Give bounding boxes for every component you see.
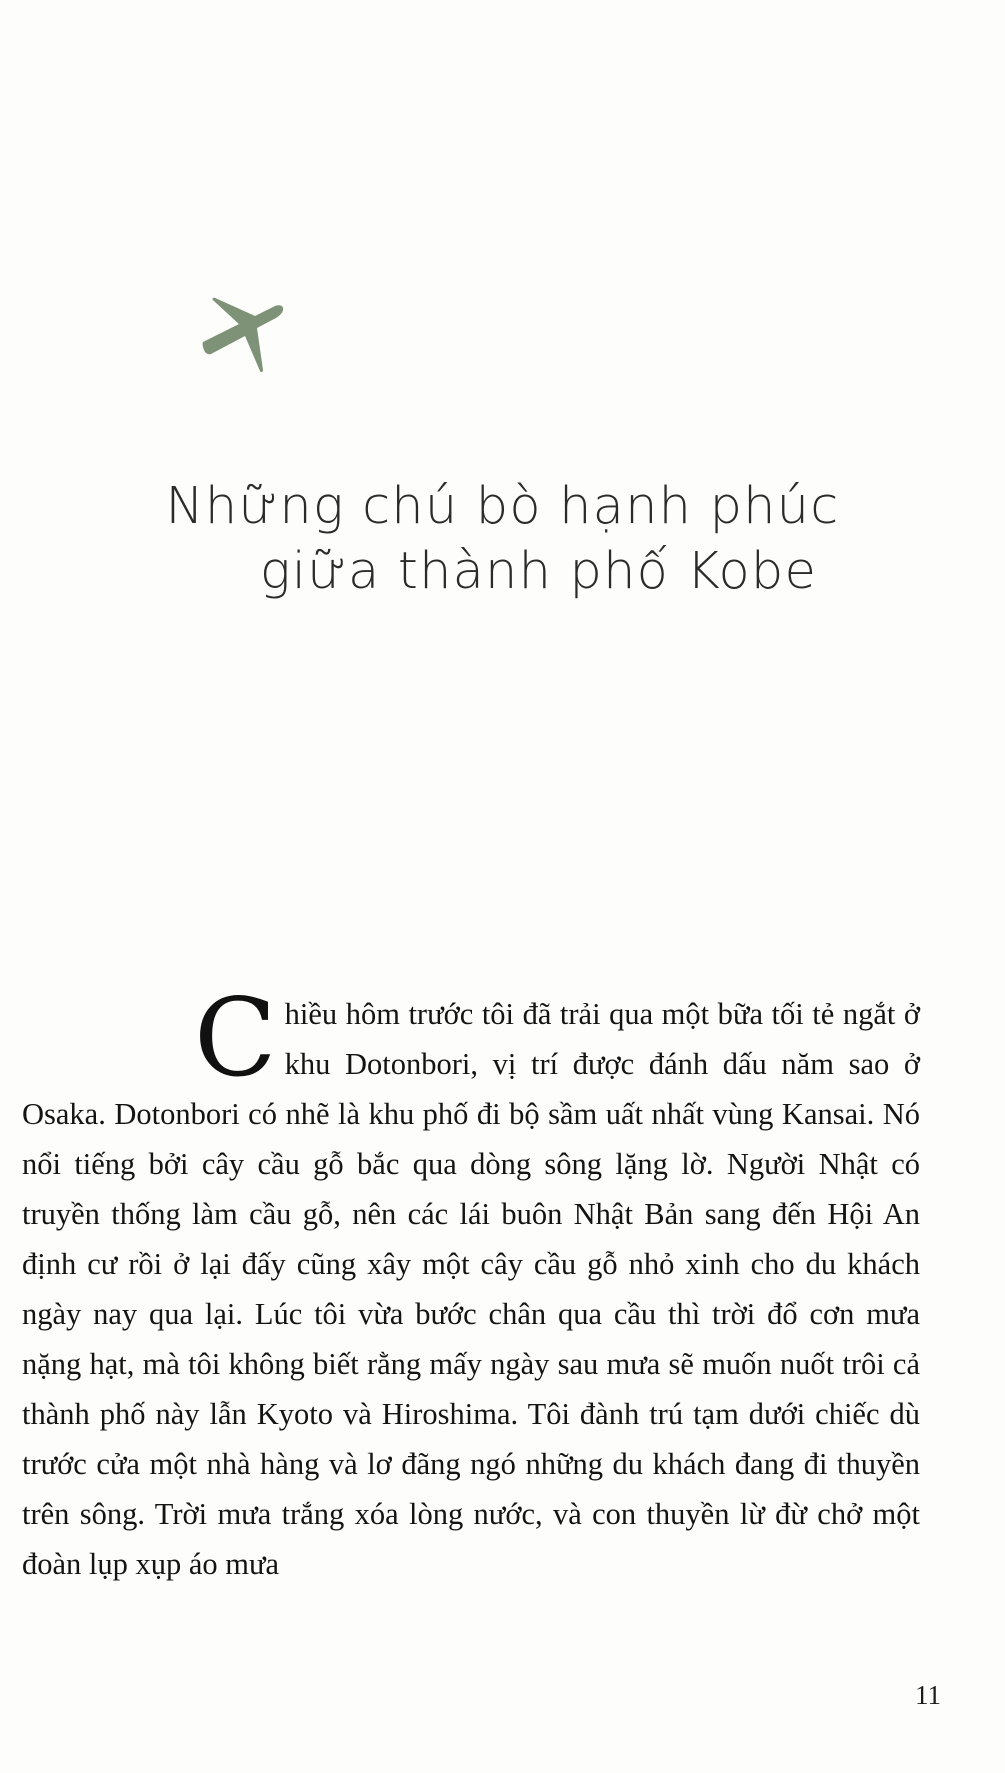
- chapter-title-line-2: giữa thành phố Kobe: [259, 542, 818, 602]
- body-block: [22, 958, 920, 1619]
- page-number: 11: [915, 1680, 941, 1710]
- chapter-title-line-1: Những chú bò hạnh phúc: [165, 477, 840, 537]
- chapter-title: [0, 474, 1005, 605]
- body-paragraph: [22, 975, 920, 1589]
- drop-cap: C: [194, 975, 277, 1101]
- body-paragraph-text: hiều hôm trước tôi đã trải qua một bữa tối tẻ ngắt ở khu Dotonbori, vị trí được đánh dấu năm sao ở Osaka. Dotonbori có nhẽ là khu phố đi bộ sầm uất nhất vùng Kansai. Nó nổi tiếng bởi cây cầu gỗ bắc qua dòng sông lặng lờ. Người Nhật có truyền thống làm cầu gỗ, nên các lái buôn Nhật Bản sang đến Hội An định cư rồi ở lại đấy cũng xây một cây cầu gỗ nhỏ xinh cho du khách ngày nay qua lại. Lúc tôi vừa bước chân qua cầu thì trời đổ cơn mưa nặng hạt, mà tôi không biết rằng mấy ngày sau mưa sẽ muốn nuốt trôi cả thành phố này lẫn Kyoto và Hiroshima. Tôi đành trú tạm dưới chiếc dù trước cửa một nhà hàng và lơ đãng ngó những du khách đang đi thuyền trên sông. Trời mưa trắng xóa lòng nước, và con thuyền lừ đừ chở một đoàn lụp xụp áo mưa: [22, 996, 920, 1581]
- airplane-icon: [183, 288, 293, 388]
